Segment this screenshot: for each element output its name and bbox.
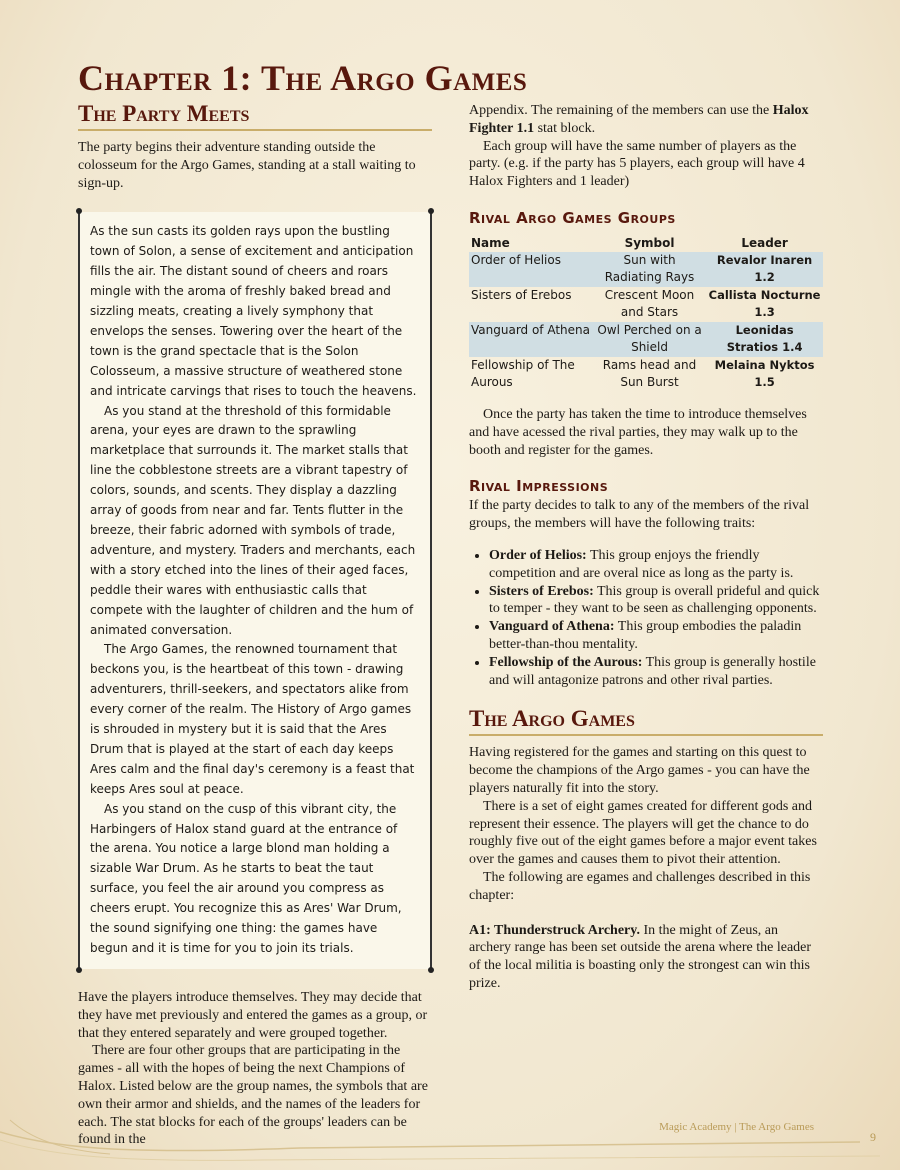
group-leader: Leonidas Stratios 1.4 bbox=[706, 322, 823, 357]
body-paragraph: The following are egames and challenges described in this chapter: bbox=[469, 869, 811, 903]
chapter-title: Chapter 1: The Argo Games bbox=[78, 58, 528, 98]
game-text: In the might of Zeus, an archery range has been set outside the arena where the leader of the local militia is boasting only the strongest can win this prize. bbox=[469, 922, 812, 991]
section-heading-party-meets: The Party Meets bbox=[78, 100, 432, 131]
table-row bbox=[469, 322, 823, 357]
column-header: Symbol bbox=[624, 235, 675, 250]
trait-text: This group enjoys the friendly competition and are overal nice as long as the party is. bbox=[489, 547, 794, 581]
footer-book-title: Magic Academy bbox=[659, 1121, 732, 1133]
intro-paragraph: The party begins their adventure standing outside the colosseum for the Argo Games, standing at a stall waiting to sign-up. bbox=[78, 140, 416, 191]
corner-dot bbox=[428, 967, 434, 973]
group-symbol: Sun with Radiating Rays bbox=[593, 252, 706, 287]
list-item bbox=[489, 547, 823, 583]
table-row bbox=[469, 287, 823, 322]
group-name: Vanguard of Athena bbox=[469, 322, 593, 357]
group-leader: Melaina Nyktos 1.5 bbox=[714, 357, 815, 390]
column-header: Leader bbox=[741, 235, 788, 250]
group-symbol: Owl Perched on a Shield bbox=[593, 322, 706, 357]
footer-chapter-title: The Argo Games bbox=[739, 1121, 814, 1133]
trait-text: This group is overall prideful and quick to temper - they want to be seen as challenging opponents. bbox=[489, 583, 820, 617]
right-column bbox=[469, 102, 823, 993]
body-paragraph bbox=[469, 922, 823, 993]
body-paragraph: There are four other groups that are participating in the games - all with the hopes of being the next Champions of Halox. Listed below are the group names, the symbols that are own their armor and shields, and the names of the leaders for each. The stat blocks for each of the groups' leaders can be found in the bbox=[78, 1043, 428, 1148]
list-item bbox=[489, 583, 823, 619]
trait-text: This group embodies the paladin better-than-thou mentality. bbox=[489, 619, 802, 652]
text-run: stat block. bbox=[534, 120, 596, 136]
trait-label: Vanguard of Athena: bbox=[489, 619, 615, 635]
group-name: Order of Helios bbox=[469, 252, 593, 287]
read-aloud-paragraph: As you stand at the threshold of this formidable arena, your eyes are drawn to the sprawling marketplace that surrounds it. The market stalls that line the cobblestone streets are a vibrant tapestry of colors, sounds, and scents. They display a dazzling array of goods from near and far. Tents flutter in the breeze, their fabric adorned with symbols of trade, adventure, and mystery. Traders and merchants, each with a story etched into the lines of their aged faces, peddle their wares with enthusiastic calls that compete with the laughter of children and the hum of animated conversation. bbox=[90, 403, 416, 637]
running-footer: Magic Academy | The Argo Games bbox=[659, 1121, 814, 1133]
read-aloud-paragraph: The Argo Games, the renowned tournament that beckons you, is the heartbeat of this town - drawing adventurers, thrill-seekers, and spectators alike from every corner of the realm. The History of Argo games is shrouded in mystery but it is said that the Ares Drum that is played at the start of each day keeps Ares calm and the final day's ceremony is a feast that keeps Ares soul at peace. bbox=[90, 642, 415, 796]
body-paragraph: If the party decides to talk to any of the members of the rival groups, the members will have the following traits: bbox=[469, 498, 810, 532]
corner-dot bbox=[76, 967, 82, 973]
trait-label: Order of Helios: bbox=[489, 547, 587, 563]
group-name: Fellowship of The Aurous bbox=[471, 357, 575, 390]
group-leader: Revalor Inaren 1.2 bbox=[706, 252, 823, 287]
section-heading-argo-games: The Argo Games bbox=[469, 705, 823, 736]
trait-label: Fellowship of the Aurous: bbox=[489, 654, 643, 670]
page-number: 9 bbox=[870, 1130, 876, 1144]
corner-dot bbox=[76, 208, 82, 214]
group-symbol: Rams head and Sun Burst bbox=[602, 357, 697, 390]
trait-text: This group is generally hostile and will antagonize patrons and other rival parties. bbox=[489, 654, 816, 688]
table-heading: Rival Argo Games Groups bbox=[469, 208, 676, 227]
text-run: Appendix. The remaining of the members can use the bbox=[469, 103, 773, 118]
table-row bbox=[469, 357, 823, 392]
trait-label: Sisters of Erebos: bbox=[489, 583, 594, 599]
section-heading-rival-impressions: Rival Impressions bbox=[469, 477, 609, 496]
read-aloud-paragraph: As you stand on the cusp of this vibrant city, the Harbingers of Halox stand guard at the entrance of the arena. You notice a large blond man holding a sizable War Drum. As he starts to beat the taut surface, you feel the air around you compress as cheers erupt. You recognize this as Ares' War Drum, the sound signifying one thing: the games have begun and it is time for you to join its trials. bbox=[90, 801, 402, 956]
body-paragraph: Once the party has taken the time to introduce themselves and have acessed the rival parties, they may walk up to the booth and register for the games. bbox=[469, 406, 807, 458]
traits-list bbox=[469, 547, 823, 689]
stat-block-reference: Halox Fighter 1.1 bbox=[469, 103, 809, 136]
read-aloud-paragraph: As the sun casts its golden rays upon the bustling town of Solon, a sense of excitement and anticipation fills the air. The distant sound of cheers and roars mingle with the aroma of freshly baked bread and sizzling meats, creating a lively symphony that envelops the senses. Towering over the heart of the town is the grand spectacle that is the Solon Colosseum, a massive structure of weathered stone and intricate carvings that rises to touch the heavens. bbox=[90, 224, 417, 398]
body-paragraph: Have the players introduce themselves. They may decide that they have met previously and entered the games as a group, or that they entered separately and were grouped together. bbox=[78, 989, 428, 1041]
rival-groups-table bbox=[469, 235, 823, 392]
body-paragraph: There is a set of eight games created for different gods and represent their essence. The players will get the chance to do roughly five out of the eight games before a major event takes over the games and causes them to pivot their attention. bbox=[469, 798, 817, 868]
list-item bbox=[489, 618, 823, 654]
body-paragraph: Each group will have the same number of players as the party. (e.g. if the party has 5 players, each group will have 4 Halox Fighters and 1 leader) bbox=[469, 138, 805, 190]
group-leader: Callista Nocturne 1.3 bbox=[708, 287, 821, 320]
table-row bbox=[469, 252, 823, 287]
group-symbol: Crescent Moon and Stars bbox=[604, 287, 695, 320]
group-name: Sisters of Erebos bbox=[471, 287, 572, 302]
footer-ornament bbox=[0, 1110, 900, 1170]
read-aloud-box bbox=[78, 212, 432, 969]
game-label: A1: Thunderstruck Archery. bbox=[469, 922, 640, 938]
left-column bbox=[78, 100, 432, 1149]
column-header: Name bbox=[471, 235, 510, 250]
list-item bbox=[489, 654, 823, 690]
body-paragraph bbox=[469, 102, 823, 138]
body-paragraph: Having registered for the games and starting on this quest to become the champions of the Argo games - you can have the players naturally fit into the story. bbox=[469, 745, 810, 796]
